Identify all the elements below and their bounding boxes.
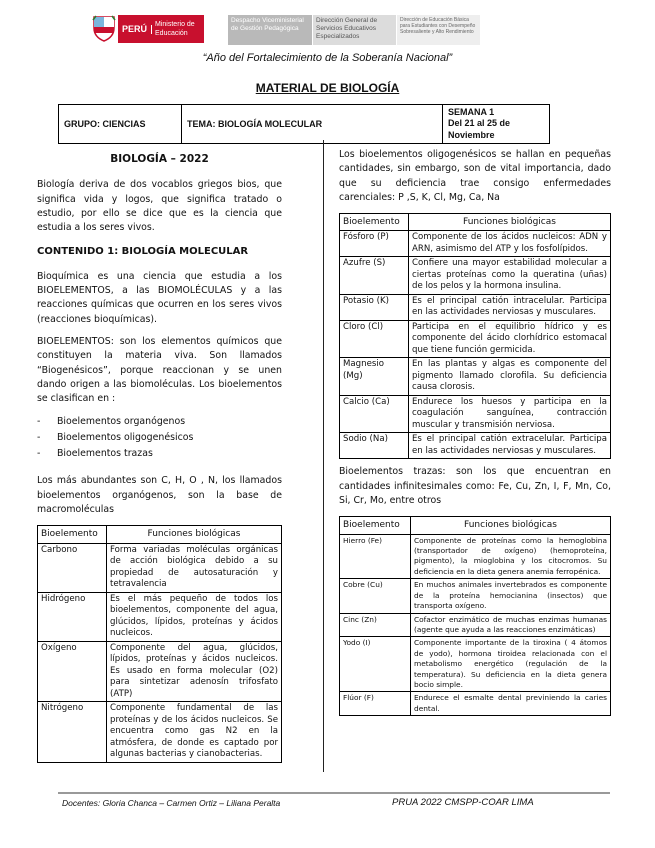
table-row: [340, 395, 611, 433]
list-item: - Bioelementos oligogenésicos: [37, 430, 282, 446]
function-cell: Componente importante de la tiroxina ( 4 átomos de yodo), hormona tiroidea relacionada con el metabolismo energético (regulación de la temperatura). Su deficiencia en la dieta genera bocio simple.: [411, 637, 611, 692]
fecha-label: Del 21 al 25 de Noviembre: [448, 118, 511, 140]
function-cell: Componente de los ácidos nucleicos: ADN y ARN, asimismo del ATP y los fosfolípidos.: [409, 231, 611, 257]
table-header: Funciones biológicas: [411, 517, 611, 534]
function-cell: Componente de proteínas como la hemoglobina (transportador de oxígeno) (hemoproteína, pigmento), la mioglobina y los citocromos. Su deficiencia en la dieta genera anemia ferropénica.: [411, 534, 611, 579]
function-cell: Endurece el esmalte dental previniendo la caries dental.: [411, 692, 611, 716]
table-row: [340, 358, 611, 396]
function-cell: Componente fundamental de las proteínas y de los ácidos nucleicos. Se encuentra como gas N2 en la atmósfera, de donde es captado por algunas bacterias y cianobacterias.: [107, 702, 282, 763]
element-cell: Cinc (Zn): [340, 613, 411, 637]
year-motto: “Año del Fortalecimiento de la Soberanía Nacional”: [202, 52, 453, 64]
element-cell: Nitrógeno: [38, 702, 107, 763]
table-row: [38, 641, 282, 702]
table-row: [38, 592, 282, 641]
oligogenesicos-paragraph: Los bioelementos oligogenésicos se hallan en pequeñas cantidades, sin embargo, son de vital importancia, dado que su deficiencia trae consigo enfermedades carenciales: P ,S, K, Cl, Mg, Ca, Na: [339, 149, 611, 203]
trazas-table: [339, 516, 611, 716]
table-header: Funciones biológicas: [107, 526, 282, 543]
doc-title: MATERIAL DE BIOLOGÍA: [255, 81, 400, 95]
semana-label: SEMANA 1: [448, 107, 495, 117]
contenido-heading: CONTENIDO 1: BIOLOGÍA MOLECULAR: [37, 246, 249, 258]
table-row: [340, 320, 611, 358]
function-cell: Es el más pequeño de todos los bioelementos, componente del agua, glúcidos, lípidos, proteínas y ácidos nucleicos.: [107, 592, 282, 641]
tema-cell: TEMA: BIOLOGÍA MOLECULAR: [182, 105, 443, 144]
element-cell: Potasio (K): [340, 294, 409, 320]
column-divider: [323, 140, 324, 772]
element-cell: Fósforo (P): [340, 231, 409, 257]
organogenos-table: [37, 525, 282, 762]
element-cell: Carbono: [38, 543, 107, 592]
list-item: - Bioelementos organógenos: [37, 414, 282, 430]
table-header: Bioelemento: [38, 526, 107, 543]
table-row: [340, 294, 611, 320]
function-cell: Forma variadas moléculas orgánicas de acción biológica debido a su propiedad de autosaturación y tetravalencia: [107, 543, 282, 592]
table-header: Bioelemento: [340, 517, 411, 534]
table-row: [340, 231, 611, 257]
direccion-basica-label: Dirección de Educación Básica para Estudiantes con Desempeño Sobresaliente y Alto Rendimiento: [397, 15, 480, 45]
section-title: BIOLOGÍA – 2022: [110, 153, 209, 165]
despacho-label: Despacho Viceministerial de Gestión Pedagógica: [228, 15, 312, 45]
function-cell: En muchos animales invertebrados es componente de la proteína hemocianina (insectos) que transporta oxígeno.: [411, 579, 611, 613]
function-cell: Componente del agua, glúcidos, lípidos, proteínas y ácidos nucleicos. Es usado en forma molecular (O2) para sintetizar adenosín trifosfato (ATP): [107, 641, 282, 702]
function-cell: Es el principal catión intracelular. Participa en las actividades nerviosas y musculares.: [409, 294, 611, 320]
peru-shield-icon: [92, 14, 116, 42]
element-cell: Flúor (F): [340, 692, 411, 716]
table-row: [340, 692, 611, 716]
element-cell: Oxígeno: [38, 641, 107, 702]
element-cell: Yodo (I): [340, 637, 411, 692]
function-cell: Confiere una mayor estabilidad molecular a ciertas proteínas como la queratina (uñas) de los pelos y la hormona insulina.: [409, 257, 611, 295]
peru-label: PERÚ: [118, 25, 152, 34]
left-column: [37, 148, 282, 769]
element-cell: Hierro (Fe): [340, 534, 411, 579]
table-row: [340, 579, 611, 613]
table-header: Funciones biológicas: [409, 214, 611, 231]
minedu-logo: [118, 15, 204, 43]
table-header: Bioelemento: [340, 214, 409, 231]
info-table: [58, 104, 550, 144]
element-cell: Azufre (S): [340, 257, 409, 295]
oligogenesicos-table: [339, 213, 611, 459]
element-cell: Cobre (Cu): [340, 579, 411, 613]
grupo-cell: GRUPO: CIENCIAS: [59, 105, 182, 144]
list-item: - Bioelementos trazas: [37, 446, 282, 462]
element-cell: Calcio (Ca): [340, 395, 409, 433]
element-cell: Magnesio (Mg): [340, 358, 409, 396]
table-row: [38, 543, 282, 592]
bioquimica-paragraph: Bioquímica es una ciencia que estudia a los BIOELEMENTOS, a las BIOMOLÉCULAS y a las reacciones químicas que ocurren en los seres vivos (reacciones bioquímicas).: [37, 270, 282, 325]
table-row: [340, 637, 611, 692]
semana-cell: [443, 105, 550, 144]
direccion-general-label: Dirección General de Servicios Educativos Especializados: [313, 15, 396, 45]
organogenos-paragraph: Los más abundantes son C, H, O , N, los llamados bioelementos organógenos, son la base de macromoléculas: [37, 475, 282, 516]
table-row: [340, 534, 611, 579]
table-row: [340, 433, 611, 459]
table-row: [340, 257, 611, 295]
bioelementos-paragraph: BIOELEMENTOS: son los elementos químicos que constituyen la materia viva. Son llamados “Biogenésicos”, porque reaccionan y se unen dando origen a las biomoléculas. Los bioelementos se clasifican en :: [37, 335, 282, 405]
table-row: [340, 613, 611, 637]
function-cell: Participa en el equilibrio hídrico y es componente del ácido clorhídrico estomacal que tiene función germicida.: [409, 320, 611, 358]
trazas-paragraph: Bioelementos trazas: son los que encuentran en cantidades infinitesimales como: Fe, Cu, Zn, I, F, Mn, Co, Si, Cr, Mo, entre otros: [339, 466, 611, 507]
function-cell: Es el principal catión extracelular. Participa en las actividades nerviosas y musculares.: [409, 433, 611, 459]
footer-program: PRUA 2022 CMSPP-COAR LIMA: [392, 797, 534, 808]
element-cell: Hidrógeno: [38, 592, 107, 641]
right-column: [339, 148, 611, 722]
footer-divider: [58, 792, 610, 794]
element-cell: Sodio (Na): [340, 433, 409, 459]
element-cell: Cloro (Cl): [340, 320, 409, 358]
function-cell: En las plantas y algas es componente del pigmento llamado clorofila. Su deficiencia causa clorosis.: [409, 358, 611, 396]
function-cell: Cofactor enzimático de muchas enzimas humanas (agente que ayuda a las reacciones enzimáticas): [411, 613, 611, 637]
bioelement-types-list: [37, 414, 282, 462]
ministerio-label: Ministerio de Educación: [155, 21, 195, 37]
footer-docentes: Docentes: Gloria Chanca – Carmen Ortiz – Liliana Peralta: [62, 798, 281, 808]
function-cell: Endurece los huesos y participa en la coagulación sanguínea, contracción muscular y transmisión nerviosa.: [409, 395, 611, 433]
intro-paragraph: Biología deriva de dos vocablos griegos bios, que significa vida y logos, que significa tratado o estudio, por ello se dice que es la ciencia que estudia a los seres vivos.: [37, 179, 282, 234]
table-row: [38, 702, 282, 763]
